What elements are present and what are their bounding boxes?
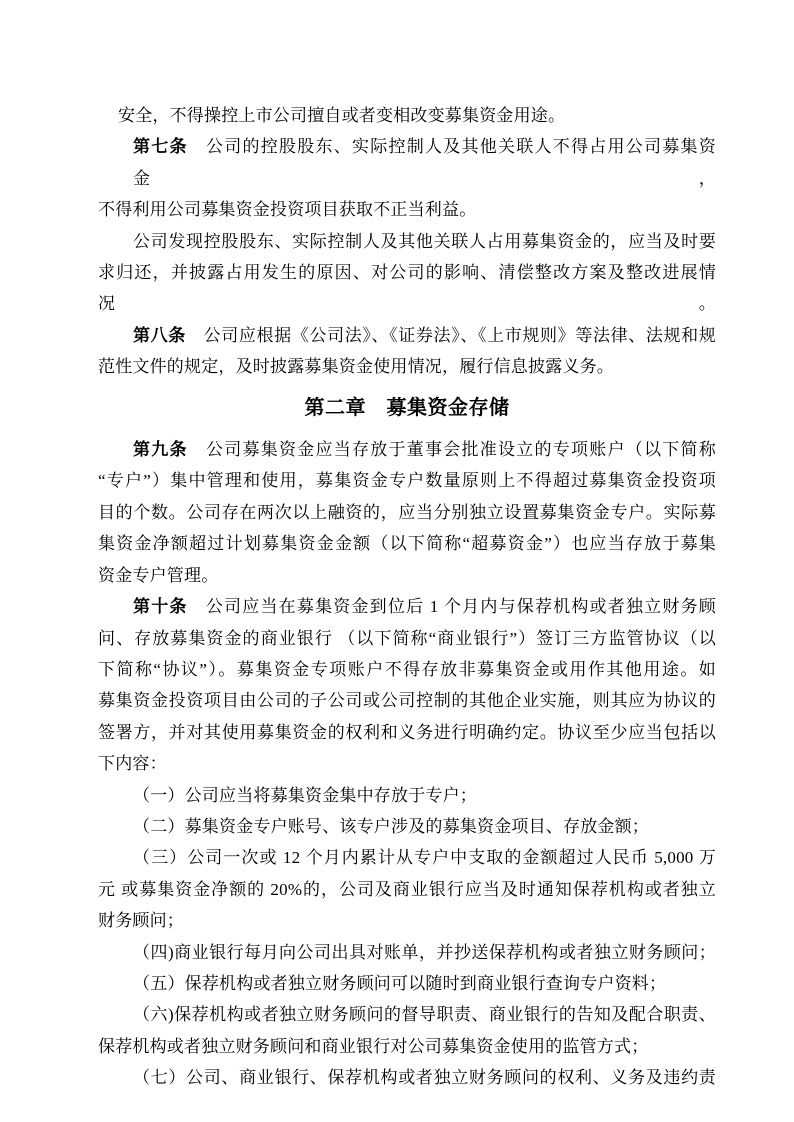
text-line: “专户”）集中管理和使用，募集资金专户数量原则上不得超过募集资金投资项 (98, 471, 716, 491)
text-line: 范性文件的规定，及时披露募集资金使用情况，履行信息披露义务。 (98, 357, 614, 377)
text-line: 目的个数。公司存在两次以上融资的，应当分别独立设置募集资金专户。实际募 (98, 502, 716, 522)
article-number: 第八条 (133, 325, 186, 345)
text-line: 保荐机构或者独立财务顾问和商业银行对公司募集资金使用的监管方式； (98, 1036, 649, 1056)
article-number: 第七条 (133, 137, 188, 157)
text-line: 安全，不得操控上市公司擅自或者变相改变募集资金用途。 (118, 106, 566, 125)
text-line: 第九条 公司募集资金应当存放于董事会批准设立的专项账户（以下简称 (133, 440, 716, 460)
article-number: 第十条 (133, 597, 188, 617)
text-line: 财务顾问； (98, 911, 184, 931)
text-line: （二）募集资金专户账号、该专户涉及的募集资金项目、存放金额； (133, 816, 649, 836)
text-line: 元 或募集资金净额的 20%的，公司及商业银行应当及时通知保荐机构或者独立 (98, 879, 716, 899)
text-line: （三）公司一次或 12 个月内累计从专户中支取的金额超过人民币 5,000 万 (133, 848, 716, 868)
text-line: 第七条 公司的控股股东、实际控制人及其他关联人不得占用公司募集资金， (133, 137, 716, 188)
text-line: （五）保荐机构或者独立财务顾问可以随时到商业银行查询专户资料； (133, 973, 667, 993)
text-line: 问、存放募集资金的商业银行 （以下简称“商业银行”）签订三方监管协议（以 (98, 628, 716, 648)
text-line: 第八条 公司应根据《公司法》、《证券法》、《上市规则》等法律、法规和规 (133, 325, 716, 345)
text-line: （七）公司、商业银行、保荐机构或者独立财务顾问的权利、义务及违约责 (133, 1068, 716, 1088)
article-number: 第九条 (133, 440, 188, 460)
text-line: 求归还，并披露占用发生的原因、对公司的影响、清偿整改方案及整改进展情况。 (98, 263, 716, 314)
text-line: （一）公司应当将募集资金集中存放于专户； (133, 785, 477, 805)
text-line: 集资金净额超过计划募集资金金额（以下简称“超募资金”）也应当存放于募集 (98, 534, 716, 554)
document-body (98, 100, 716, 1094)
chapter-heading: 第二章 募集资金存储 (304, 396, 510, 419)
text-line: 签署方，并对其使用募集资金的权利和义务进行明确约定。协议至少应当包括以 (98, 722, 716, 742)
text-line: （四)商业银行每月向公司出具对账单，并抄送保荐机构或者独立财务顾问； (133, 942, 716, 962)
text-line: 公司发现控股股东、实际控制人及其他关联人占用募集资金的，应当及时要 (133, 231, 716, 251)
text-line: （六)保荐机构或者独立财务顾问的督导职责、商业银行的告知及配合职责、 (133, 1005, 716, 1025)
text-line: 下简称“协议”）。募集资金专项账户不得存放非募集资金或用作其他用途。如 (98, 659, 716, 679)
text-line: 下内容： (98, 754, 167, 774)
text-line: 募集资金投资项目由公司的子公司或公司控制的其他企业实施，则其应为协议的 (98, 691, 716, 711)
text-line: 不得利用公司募集资金投资项目获取不正当利益。 (98, 200, 477, 220)
text-line: 第十条 公司应当在募集资金到位后 1 个月内与保荐机构或者独立财务顾 (133, 597, 716, 617)
text-line: 资金专户管理。 (98, 565, 219, 585)
